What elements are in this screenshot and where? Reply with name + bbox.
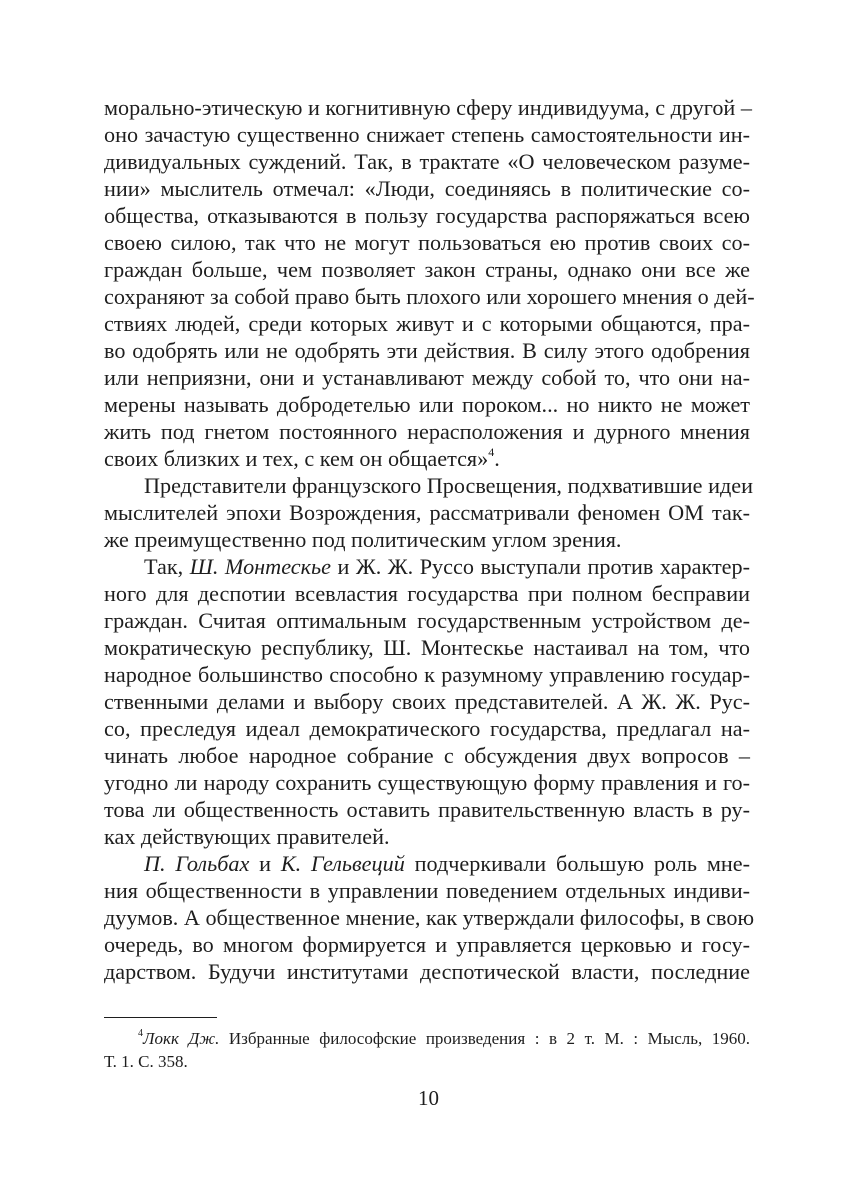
text-line: очередь, во многом формируется и управляется церковью и госу- <box>104 932 750 957</box>
text-line: това ли общественность оставить правительственную власть в ру- <box>104 797 750 822</box>
text-line: граждан больше, чем позволяет закон страны, однако они все же <box>104 257 750 282</box>
name-helvetius: К. Гельвеций <box>280 851 405 876</box>
text-line: жить под гнетом постоянного нерасположения и дурного мнения <box>104 419 750 444</box>
footnote <box>104 1027 750 1073</box>
footnote-reference: 4 <box>488 444 495 459</box>
footnote-author: Локк Дж. <box>143 1029 220 1048</box>
footnote-title: Избранные философские произведения : в 2 т. М. : Мысль, 1960. <box>219 1029 751 1048</box>
footnote-number: 4 <box>138 1028 143 1040</box>
period: . <box>494 446 500 471</box>
text-line: оно зачастую существенно снижает степень самостоятельности ин- <box>104 122 750 147</box>
paragraph-start <box>104 850 750 877</box>
name-montesquieu: Ш. Монтескье <box>189 554 331 579</box>
text-line: чинать любое народное собрание с обсуждения двух вопросов – <box>104 743 750 768</box>
text-line: во одобрять или не одобрять эти действия. В силу этого одобрения <box>104 338 750 363</box>
text-fragment: и <box>249 851 281 876</box>
text-line <box>104 445 750 472</box>
main-text <box>104 94 755 985</box>
text-line: со, преследуя идеал демократического государства, предлагал на- <box>104 716 750 741</box>
text-line: мократическую республику, Ш. Монтескье настаивал на том, что <box>104 635 750 660</box>
footnote-line <box>104 1027 750 1050</box>
text-line: народное большинство способно к разумному управлению государ- <box>104 662 750 687</box>
text-line: мерены называть добродетелью или пороком... но никто не может <box>104 392 750 417</box>
page-number: 10 <box>418 1086 439 1110</box>
text-line: ствиях людей, среди которых живут и с которыми общаются, пра- <box>104 311 750 336</box>
text-line: ного для деспотии всевластия государства при полном бесправии <box>104 581 750 606</box>
text-line: мыслителей эпохи Возрождения, рассматривали феномен ОМ так- <box>104 500 750 525</box>
text-fragment: подчеркивали большую роль мне- <box>404 851 750 876</box>
text-line: нии» мыслитель отмечал: «Люди, соединяясь в политические со- <box>104 176 750 201</box>
paragraph-start <box>104 553 750 580</box>
text-line: сохраняют за собой право быть плохого или хорошего мнения о дей- <box>104 284 755 309</box>
paragraph-start: Представители французского Просвещения, подхватившие идеи <box>144 473 753 498</box>
name-holbach: П. Гольбах <box>144 851 250 876</box>
text-line: своею силою, так что не могут пользоваться ею против своих со- <box>104 230 750 255</box>
text-line: угодно ли народу сохранить существующую форму правления и го- <box>104 770 750 795</box>
text-line: дарством. Будучи институтами деспотической власти, последние <box>104 959 750 984</box>
text-line: дивидуальных суждений. Так, в трактате «О человеческом разуме- <box>104 149 750 174</box>
text-line: граждан. Считая оптимальным государственным устройством де- <box>104 608 750 633</box>
footnote-line: Т. 1. С. 358. <box>104 1052 188 1071</box>
footnote-divider <box>104 1017 217 1018</box>
text-fragment: Так, <box>144 554 190 579</box>
text-line: ках действующих правителей. <box>104 824 390 849</box>
text-line: же преимущественно под политическим углом зрения. <box>104 527 622 552</box>
quote-end: своих близких и тех, с кем он общается» <box>104 446 489 471</box>
text-line: ственными делами и выбору своих представителей. А Ж. Ж. Рус- <box>104 689 750 714</box>
text-line: морально-этическую и когнитивную сферу индивидуума, с другой – <box>104 95 752 120</box>
text-line: ния общественности в управлении поведением отдельных индиви- <box>104 878 750 903</box>
text-fragment: и Ж. Ж. Руссо выступали против характер- <box>330 554 750 579</box>
text-line: общества, отказываются в пользу государства распоряжаться всею <box>104 203 750 228</box>
text-line: дуумов. А общественное мнение, как утверждали философы, в свою <box>104 905 755 930</box>
text-line: или неприязни, они и устанавливают между собой то, что они на- <box>104 365 750 390</box>
